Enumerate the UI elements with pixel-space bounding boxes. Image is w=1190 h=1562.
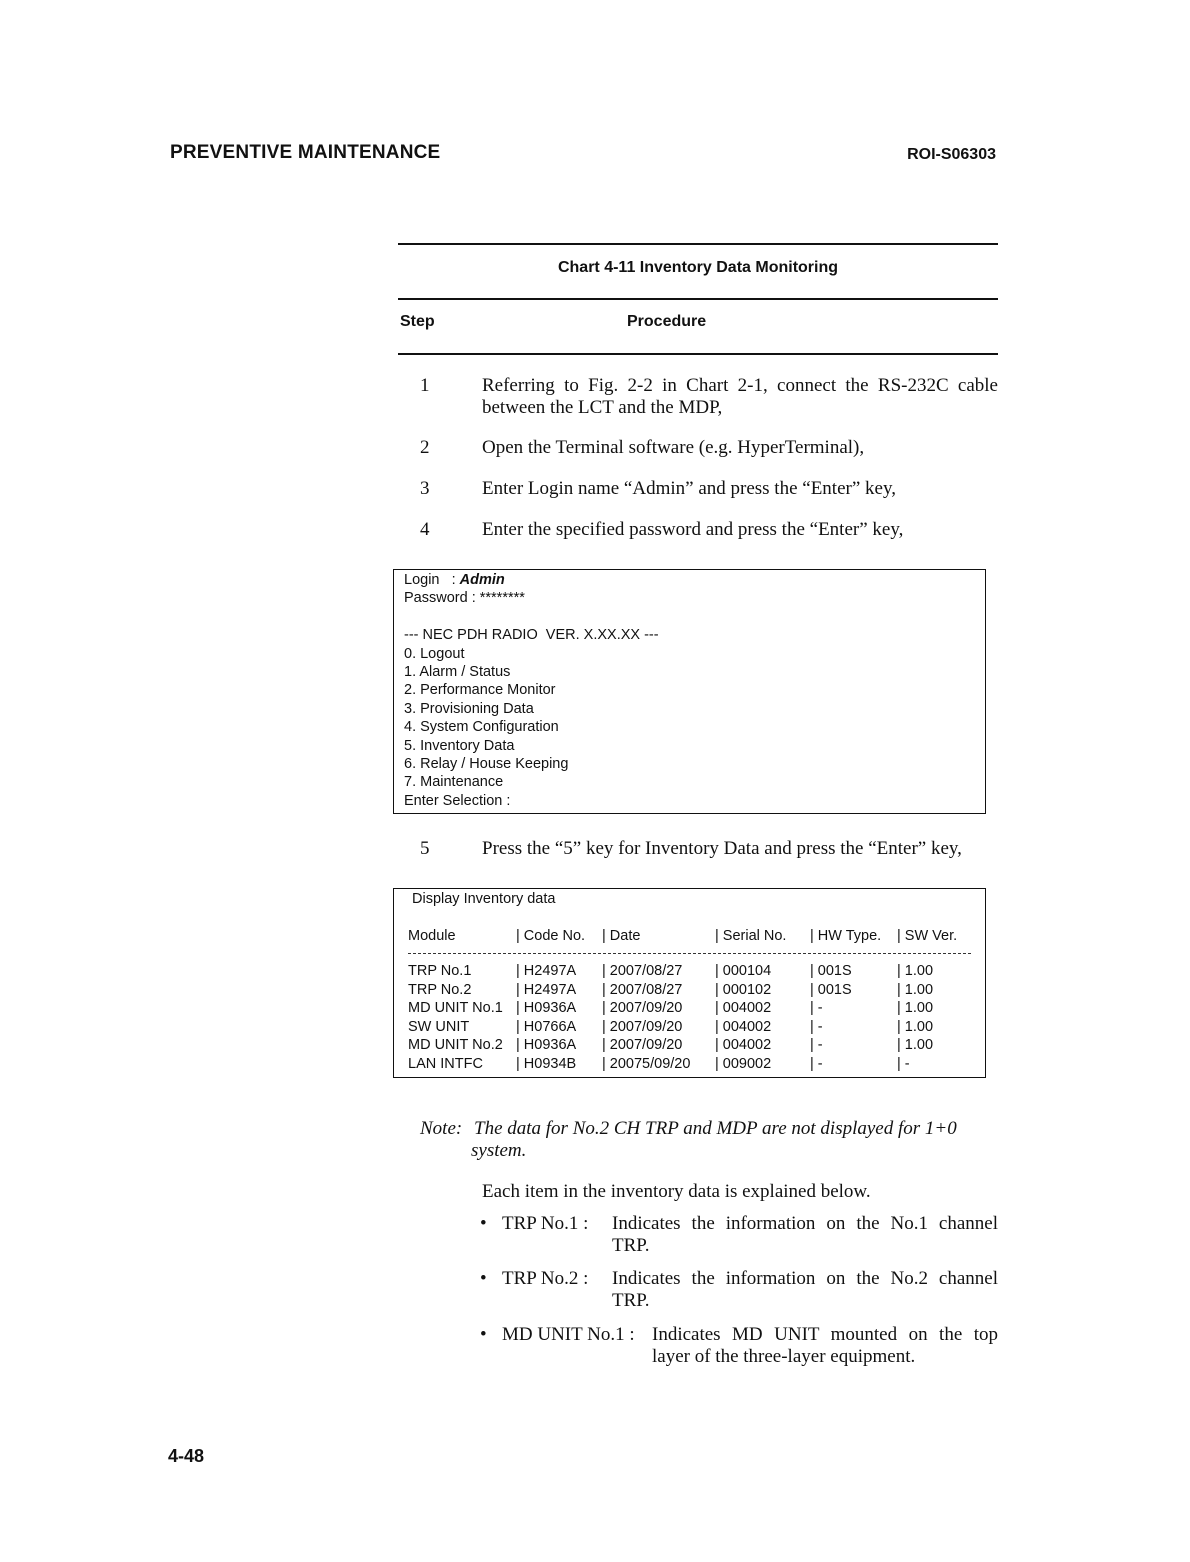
table-cell: | H0936A: [516, 1000, 577, 1016]
step-text: Referring to Fig. 2-2 in Chart 2-1, connect the RS-232C cable between the LCT and the MDP,: [482, 375, 998, 418]
menu-item: 6. Relay / House Keeping: [404, 755, 569, 772]
table-cell: | H0766A: [516, 1018, 577, 1035]
table-cell: | 1.00: [897, 1037, 934, 1053]
note-label: Note:: [420, 1118, 463, 1139]
inventory-screen-title: Display Inventory data: [412, 891, 556, 907]
note-text-continued: system.: [471, 1140, 527, 1161]
table-cell: | -: [810, 1018, 823, 1035]
table-cell: | 20075/09/20: [602, 1055, 691, 1072]
step-number: 4: [420, 519, 430, 540]
bullet-term: MD UNIT No.1 :: [502, 1324, 635, 1345]
login-line: [404, 571, 975, 589]
table-cell: MD UNIT No.1: [408, 1000, 503, 1016]
procedure-column-header: Procedure: [627, 313, 707, 330]
menu-item: 0. Logout: [404, 645, 465, 662]
table-cell: | 000104: [715, 963, 772, 979]
step-text: Enter the specified password and press the “Enter” key,: [482, 519, 904, 540]
bullet-term: TRP No.1 :: [502, 1213, 589, 1234]
table-cell: | 004002: [715, 1000, 772, 1016]
dashed-separator: [408, 953, 971, 954]
column-header: Module: [408, 928, 456, 944]
explanation-intro: Each item in the inventory data is explained below.: [482, 1181, 871, 1202]
bullet-description: Indicates the information on the No.1 channel TRP.: [612, 1213, 998, 1256]
document-id: ROI-S06303: [907, 146, 996, 163]
table-cell: | 1.00: [897, 1000, 934, 1016]
table-cell: LAN INTFC: [408, 1055, 483, 1072]
step-column-header: Step: [400, 313, 435, 330]
menu-item: 5. Inventory Data: [404, 737, 515, 754]
bullet-description: Indicates MD UNIT mounted on the top layer of the three-layer equipment.: [652, 1324, 998, 1367]
note-text: The data for No.2 CH TRP and MDP are not displayed for 1+0: [474, 1118, 957, 1139]
login-value: Admin: [459, 572, 505, 588]
table-cell: | 000102: [715, 981, 772, 998]
table-cell: | 004002: [715, 1018, 772, 1035]
table-cell: | 2007/08/27: [602, 963, 683, 979]
bullet-icon: •: [480, 1324, 487, 1345]
top-rule: [398, 243, 998, 245]
table-cell: TRP No.1: [408, 963, 472, 979]
column-header: | Date: [602, 928, 641, 944]
page-number: 4-48: [168, 1446, 205, 1466]
menu-item: 2. Performance Monitor: [404, 682, 556, 699]
step-number: 3: [420, 478, 430, 499]
table-cell: | 2007/09/20: [602, 1018, 683, 1035]
menu-item: 3. Provisioning Data: [404, 700, 534, 717]
table-cell: SW UNIT: [408, 1018, 470, 1035]
title-rule: [398, 298, 998, 300]
table-cell: | 1.00: [897, 981, 934, 998]
column-header: | SW Ver.: [897, 928, 958, 944]
table-cell: | 001S: [810, 981, 852, 998]
bullet-term: TRP No.2 :: [502, 1268, 589, 1289]
chart-title: Chart 4-11 Inventory Data Monitoring: [557, 259, 839, 276]
step-number: 1: [420, 375, 430, 396]
table-cell: | H0934B: [516, 1055, 577, 1072]
table-cell: | H2497A: [516, 981, 577, 998]
header-rule: [398, 353, 998, 355]
column-header: | Serial No.: [715, 928, 787, 944]
table-cell: | H2497A: [516, 963, 577, 979]
table-cell: | 001S: [810, 963, 852, 979]
table-cell: TRP No.2: [408, 981, 472, 998]
table-cell: | 009002: [715, 1055, 772, 1072]
table-cell: | -: [897, 1055, 910, 1072]
step-number: 2: [420, 437, 430, 458]
table-cell: | 2007/08/27: [602, 981, 683, 998]
login-label: Login :: [404, 572, 460, 588]
password-line: Password : ********: [404, 590, 525, 607]
table-cell: | H0936A: [516, 1037, 577, 1053]
table-cell: | 2007/09/20: [602, 1037, 683, 1053]
table-cell: | 2007/09/20: [602, 1000, 683, 1016]
inventory-terminal-screen: [393, 888, 986, 1078]
step-text: Press the “5” key for Inventory Data and press the “Enter” key,: [482, 838, 962, 859]
section-title: PREVENTIVE MAINTENANCE: [170, 142, 441, 163]
version-banner: --- NEC PDH RADIO VER. X.XX.XX ---: [404, 627, 659, 644]
menu-item: 7. Maintenance: [404, 774, 504, 791]
column-header: | HW Type.: [810, 928, 882, 944]
column-header: | Code No.: [516, 928, 586, 944]
step-text: Enter Login name “Admin” and press the “Enter” key,: [482, 478, 896, 499]
menu-item: 1. Alarm / Status: [404, 663, 511, 680]
selection-prompt: Enter Selection :: [404, 792, 511, 809]
menu-item: 4. System Configuration: [404, 719, 559, 736]
table-cell: | 004002: [715, 1037, 772, 1053]
table-cell: | -: [810, 1055, 823, 1072]
login-terminal-screen: [393, 569, 986, 814]
table-cell: MD UNIT No.2: [408, 1037, 503, 1053]
bullet-icon: •: [480, 1268, 487, 1289]
step-text: Open the Terminal software (e.g. HyperTerminal),: [482, 437, 865, 458]
bullet-description: Indicates the information on the No.2 channel TRP.: [612, 1268, 998, 1311]
table-cell: | -: [810, 1000, 823, 1016]
bullet-icon: •: [480, 1213, 487, 1234]
step-number: 5: [420, 838, 430, 859]
table-cell: | -: [810, 1037, 823, 1053]
table-cell: | 1.00: [897, 1018, 934, 1035]
table-cell: | 1.00: [897, 963, 934, 979]
